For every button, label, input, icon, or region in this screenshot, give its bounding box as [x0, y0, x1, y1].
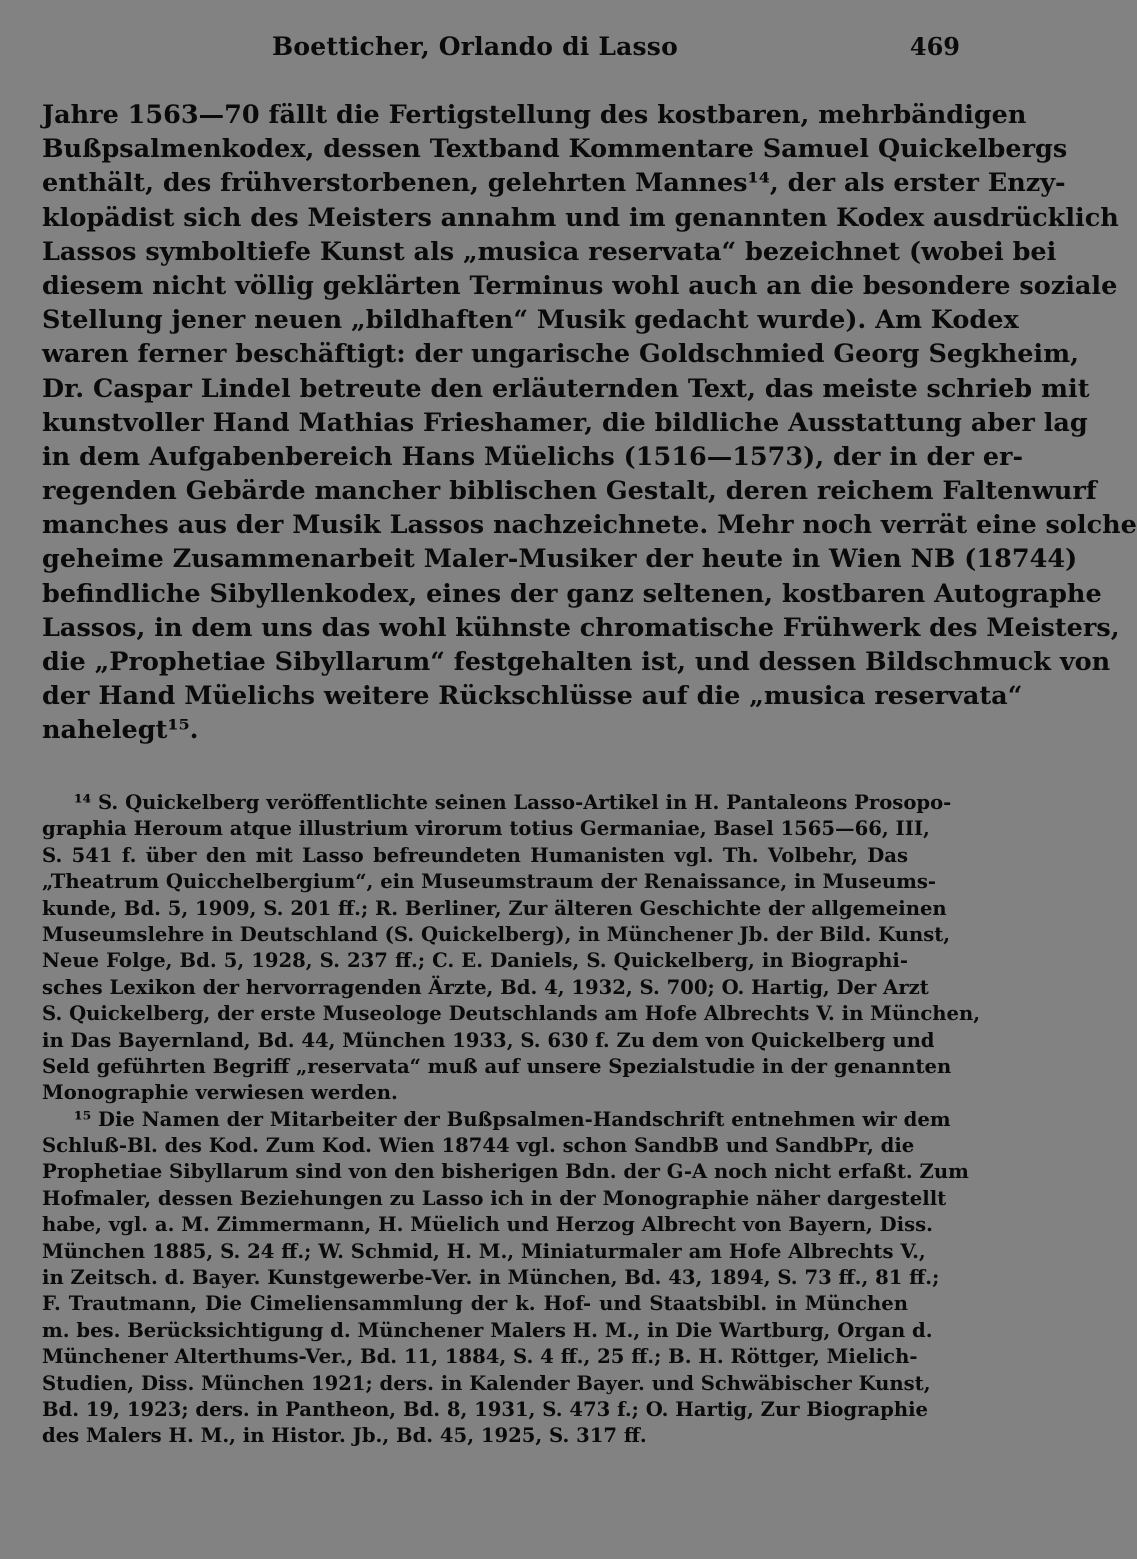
footnote-14-line: graphia Heroum atque illustrium virorum totius Germaniae, Basel 1565—66, III,: [42, 817, 930, 841]
footnote-14-line: Neue Folge, Bd. 5, 1928, S. 237 ff.; C. E. Daniels, S. Quickelberg, in Biographi-: [42, 949, 908, 973]
body-text: [42, 98, 1137, 748]
footnote-15-line: Prophetiae Sibyllarum sind von den bisherigen Bdn. der G-A noch nicht erfaßt. Zum: [42, 1160, 969, 1184]
footnote-14-line: Monographie verwiesen werden.: [42, 1081, 398, 1105]
footnote-15-line: habe, vgl. a. M. Zimmermann, H. Müelich und Herzog Albrecht von Bayern, Diss.: [42, 1213, 933, 1237]
body-text-line: Bußpsalmenkodex, dessen Textband Kommentare Samuel Quickelbergs: [42, 134, 1068, 165]
footnote-15-line: Münchener Alterthums-Ver., Bd. 11, 1884, S. 4 ff., 25 ff.; B. H. Röttger, Mielich-: [42, 1345, 918, 1369]
body-text-line: diesem nicht völlig geklärten Terminus wohl auch an die besondere soziale: [42, 270, 1118, 301]
footnotes: [42, 790, 981, 1450]
footnote-15-line: m. bes. Berücksichtigung d. Münchener Malers H. M., in Die Wartburg, Organ d.: [42, 1318, 933, 1342]
footnote-14-line: ¹⁴ S. Quickelberg veröffentlichte seinen Lasso-Artikel in H. Pantaleons Prosopo-: [74, 791, 952, 814]
body-text-line: Jahre 1563—70 fällt die Fertigstellung des kostbaren, mehrbändigen: [42, 100, 1027, 130]
body-text-line: manches aus der Musik Lassos nachzeichnete. Mehr noch verrät eine solche: [42, 510, 1137, 541]
footnote-15-line: München 1885, S. 24 ff.; W. Schmid, H. M., Miniaturmaler am Hofe Albrechts V.,: [42, 1239, 926, 1263]
footnote-15-line: Bd. 19, 1923; ders. in Pantheon, Bd. 8, 1931, S. 473 f.; O. Hartig, Zur Biographie: [42, 1397, 928, 1421]
footnote-15-line: Schluß-Bl. des Kod. Zum Kod. Wien 18744 vgl. schon SandbB und SandbPr, die: [42, 1134, 915, 1158]
footnote-15-line: in Zeitsch. d. Bayer. Kunstgewerbe-Ver. in München, Bd. 43, 1894, S. 73 ff., 81 ff.;: [42, 1266, 940, 1290]
footnote-15-line: Hofmaler, dessen Beziehungen zu Lasso ich in der Monographie näher dargestellt: [42, 1186, 947, 1210]
body-text-line: Lassos symboltiefe Kunst als „musica reservata“ bezeichnet (wobei bei: [42, 236, 1057, 267]
running-title: Boetticher, Orlando di Lasso: [272, 32, 678, 61]
footnote-14-line: S. Quickelberg, der erste Museologe Deutschlands am Hofe Albrechts V. in München,: [42, 1002, 981, 1026]
body-text-line: die „Prophetiae Sibyllarum“ festgehalten ist, und dessen Bildschmuck von: [42, 647, 1111, 677]
body-text-line: waren ferner beschäftigt: der ungarische Goldschmied Georg Segkheim,: [42, 339, 1079, 370]
footnote-14-line: sches Lexikon der hervorragenden Ärzte, Bd. 4, 1932, S. 700; O. Hartig, Der Arzt: [42, 975, 929, 999]
body-text-line: in dem Aufgabenbereich Hans Müelichs (1516—1573), der in der er-: [42, 441, 1024, 472]
body-text-line: Stellung jener neuen „bildhaften“ Musik gedacht wurde). Am Kodex: [42, 305, 1019, 336]
body-text-line: Lassos, in dem uns das wohl kühnste chromatische Frühwerk des Meisters,: [42, 612, 1120, 643]
footnote-14-line: Seld geführten Begriff „reservata“ muß auf unsere Spezialstudie in der genannten: [42, 1054, 952, 1078]
body-text-line: enthält, des frühverstorbenen, gelehrten Mannes¹⁴, der als erster Enzy-: [42, 168, 1066, 199]
footnote-15-line: des Malers H. M., in Histor. Jb., Bd. 45, 1925, S. 317 ff.: [42, 1424, 647, 1448]
body-text-line: regenden Gebärde mancher biblischen Gestalt, deren reichem Faltenwurf: [42, 476, 1097, 507]
footnote-14-line: in Das Bayernland, Bd. 44, München 1933, S. 630 f. Zu dem von Quickelberg und: [42, 1028, 935, 1052]
body-text-line: nahelegt¹⁵.: [42, 715, 199, 746]
body-text-line: geheime Zusammenarbeit Maler-Musiker der heute in Wien NB (18744): [42, 544, 1078, 575]
body-text-line: klopädist sich des Meisters annahm und im genannten Kodex ausdrücklich: [42, 202, 1119, 233]
footnote-15-line: F. Trautmann, Die Cimeliensammlung der k. Hof- und Staatsbibl. in München: [42, 1292, 908, 1316]
running-head: [42, 32, 960, 72]
footnote-14-line: „Theatrum Quicchelbergium“, ein Museumstraum der Renaissance, in Museums-: [42, 870, 937, 894]
footnote-14-line: Museumslehre in Deutschland (S. Quickelberg), in Münchener Jb. der Bild. Kunst,: [42, 922, 951, 946]
body-text-line: befindliche Sibyllenkodex, eines der ganz seltenen, kostbaren Autographe: [42, 578, 1102, 609]
footnote-15-line: ¹⁵ Die Namen der Mitarbeiter der Bußpsalmen-Handschrift entnehmen wir dem: [74, 1107, 951, 1131]
body-text-line: kunstvoller Hand Mathias Frieshamer, die bildliche Ausstattung aber lag: [42, 407, 1088, 438]
footnote-14-line: kunde, Bd. 5, 1909, S. 201 ff.; R. Berliner, Zur älteren Geschichte der allgemeinen: [42, 896, 947, 920]
footnote-15-line: Studien, Diss. München 1921; ders. in Kalender Bayer. und Schwäbischer Kunst,: [42, 1371, 931, 1395]
footnote-14-line: S. 541 f. über den mit Lasso befreundeten Humanisten vgl. Th. Volbehr, Das: [42, 843, 908, 867]
page-number: 469: [909, 32, 960, 61]
body-text-line: der Hand Müelichs weitere Rückschlüsse auf die „musica reservata“: [42, 681, 1023, 712]
body-text-line: Dr. Caspar Lindel betreute den erläuternden Text, das meiste schrieb mit: [42, 373, 1090, 404]
